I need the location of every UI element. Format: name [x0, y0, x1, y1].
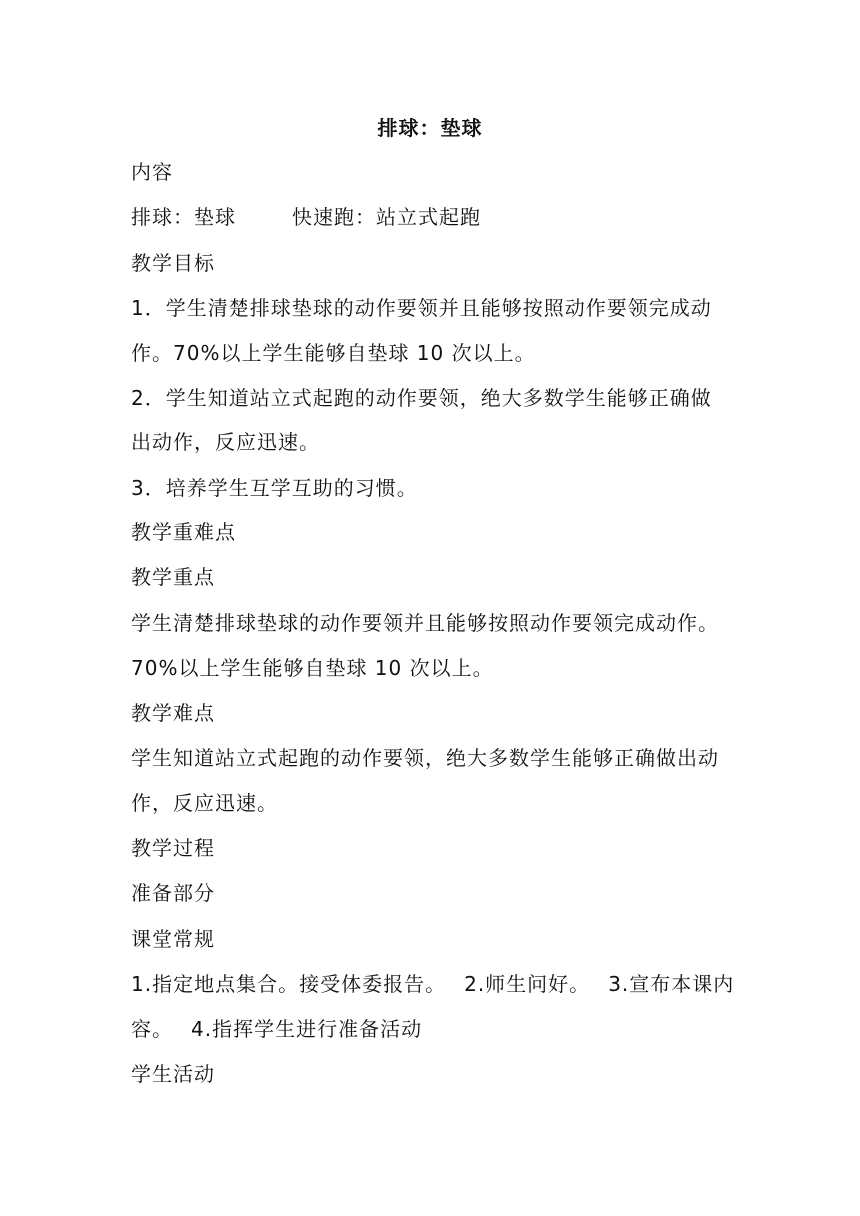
document-title: 排球：垫球: [377, 116, 483, 140]
key-point-line-2: 70%以上学生能够自垫球 10 次以上。: [131, 656, 494, 680]
objective-3: 3．培养学生互学互助的习惯。: [131, 476, 418, 500]
objective-2-line-2: 出动作，反应迅速。: [131, 430, 320, 454]
routine-step-3-part-2: 容。: [131, 1017, 173, 1041]
key-point-heading: 教学重点: [131, 565, 215, 589]
difficult-point-heading: 教学难点: [131, 701, 215, 725]
objective-2-line-1: 2．学生知道站立式起跑的动作要领，绝大多数学生能够正确做: [131, 386, 712, 410]
routine-heading: 课堂常规: [131, 927, 215, 951]
content-heading: 内容: [131, 160, 173, 184]
routine-step-4: 4.指挥学生进行准备活动: [191, 1017, 423, 1041]
routine-steps-line-1: [131, 970, 734, 998]
content-item-volleyball: 排球：垫球: [131, 205, 236, 229]
objectives-heading: 教学目标: [131, 251, 215, 275]
process-heading: 教学过程: [131, 836, 215, 860]
difficult-point-line-2: 作，反应迅速。: [131, 791, 278, 815]
routine-steps-line-2: [131, 1015, 422, 1043]
content-items-line: [131, 203, 481, 231]
key-difficult-heading: 教学重难点: [131, 520, 236, 544]
objective-1-line-2: 作。70%以上学生能够自垫球 10 次以上。: [131, 341, 536, 365]
prep-heading: 准备部分: [131, 881, 215, 905]
objective-1-line-1: 1．学生清楚排球垫球的动作要领并且能够按照动作要领完成动: [131, 296, 712, 320]
content-item-sprint: 快速跑：站立式起跑: [292, 205, 481, 229]
key-point-line-1: 学生清楚排球垫球的动作要领并且能够按照动作要领完成动作。: [131, 611, 719, 635]
routine-step-1: 1.指定地点集合。接受体委报告。: [131, 972, 447, 996]
student-activity-heading: 学生活动: [131, 1062, 215, 1086]
routine-step-3-part-1: 3.宣布本课内: [608, 972, 735, 996]
difficult-point-line-1: 学生知道站立式起跑的动作要领，绝大多数学生能够正确做出动: [131, 746, 719, 770]
routine-step-2: 2.师生问好。: [464, 972, 591, 996]
